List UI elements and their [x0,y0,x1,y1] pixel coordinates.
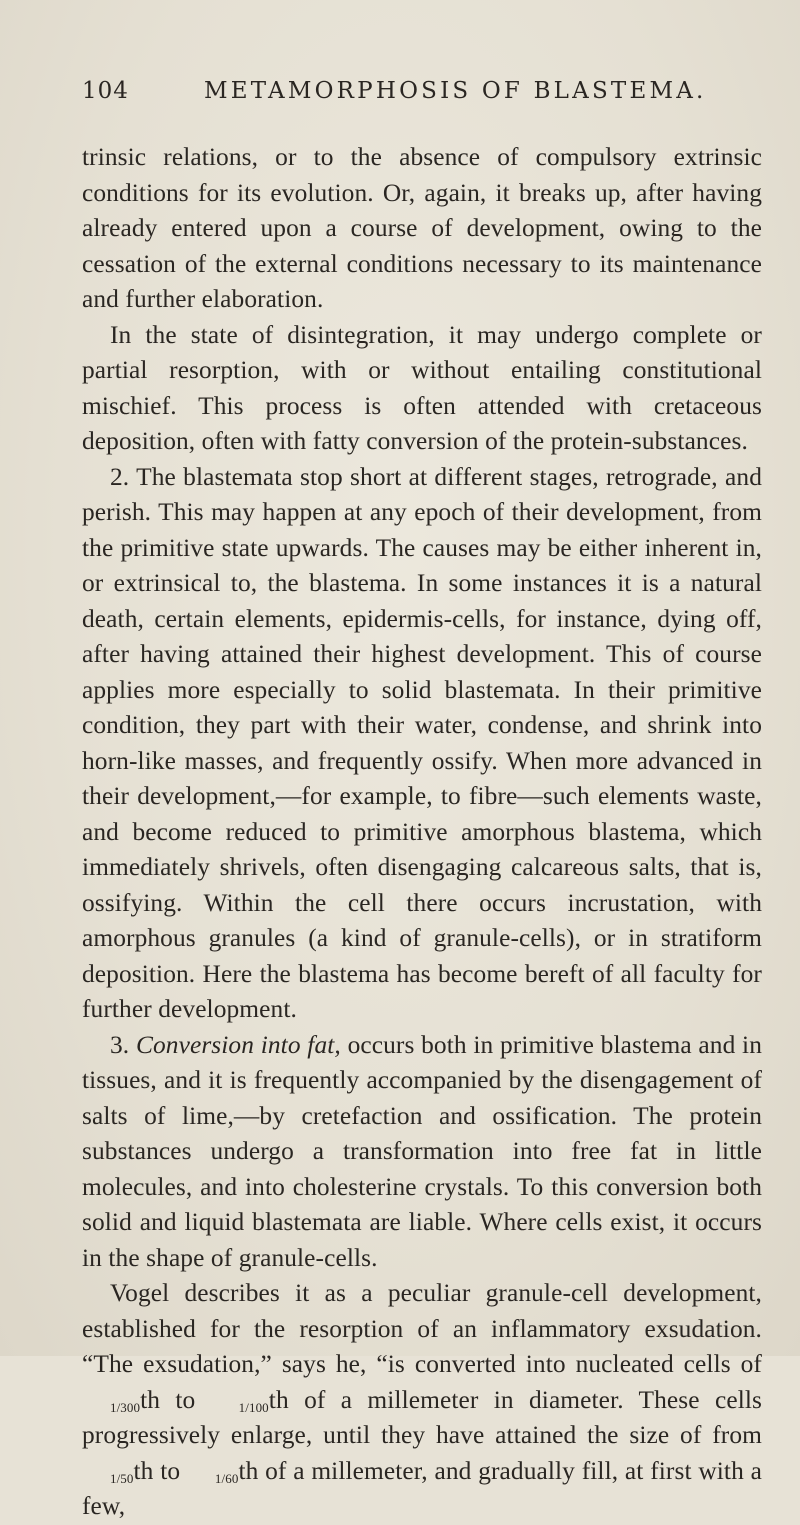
fraction-1: 1/300 [110,1399,141,1415]
section-number: 3. [110,1030,130,1059]
paragraph-5-text-e: th of a millemeter, and gradually fill, at first with a few, [82,1456,762,1520]
fraction-4: 1/60 [214,1470,239,1486]
paragraph-3: 2. The blastemata stop short at different stages, retrograde, and perish. This may happen at any epoch of their development, from the primitive state upwards. The causes may be either inherent in, or extrinsical to, the blastema. In some instances it is a natural death, certain elements, epidermis-cells, for instance, dying off, after having attained their highest development. This of course applies more especially to solid blastemata. In their primitive condition, they part with their water, condense, and shrink into horn-like masses, and frequently ossify. When more advanced in their development,—for example, to fibre—such elements waste, and become reduced to primitive amorphous blastema, which immediately shrivels, often disengaging calcareous salts, that is, ossifying. Within the cell there occurs incrustation, with amorphous granules (a kind of granule-cells), or in stratiform deposition. Here the blastema has become bereft of all faculty for further development. [82,462,762,1023]
fraction-2: 1/100 [238,1399,269,1415]
section-heading-italic: Conversion into fat, [135,1030,341,1059]
paragraph-5 [82,1276,762,1525]
body-text [82,140,762,1525]
paragraph-5-text-d: th to [133,1456,181,1485]
page-header [82,78,762,118]
fraction-3: 1/50 [110,1470,134,1486]
paragraph-4-text: occurs both in primitive blastema and in tissues, and it is frequently accompanied by the disengagement of salts of lime,—by cretefaction and ossification. The protein substances undergo a transformation into free fat in little molecules, and into cholesterine crystals. To this conversion both solid and liquid blastemata are liable. Where cells exist, it occurs in the shape of granule-cells. [82,1030,763,1272]
paragraph-5-text-a: Vogel describes it as a peculiar granule-cell development, established for the resorption of an inflammatory exsudation. “The exsudation,” says he, “is converted into nucleated cells of [82,1279,762,1378]
page-number: 104 [82,78,129,104]
paragraph-4 [82,1028,762,1277]
paragraph-1: trinsic relations, or to the absence of compulsory extrinsic conditions for its evolution. Or, again, it breaks up, after having already entered upon a course of development, owing to the cessation of the external conditions necessary to its maintenance and further elaboration. [82,143,762,313]
paragraph-5-text-b: th to [140,1385,196,1414]
paragraph-2: In the state of disintegration, it may undergo complete or partial resorption, with or without entailing constitutional mischief. This process is often attended with cretaceous deposition, often with fatty conversion of the protein-substances. [82,320,762,455]
paragraph-5-text-c: th of a millemeter in diameter. These cells progressively enlarge, until they have attained the size of from [82,1385,762,1449]
running-title: METAMORPHOSIS OF BLASTEMA. [204,78,707,104]
